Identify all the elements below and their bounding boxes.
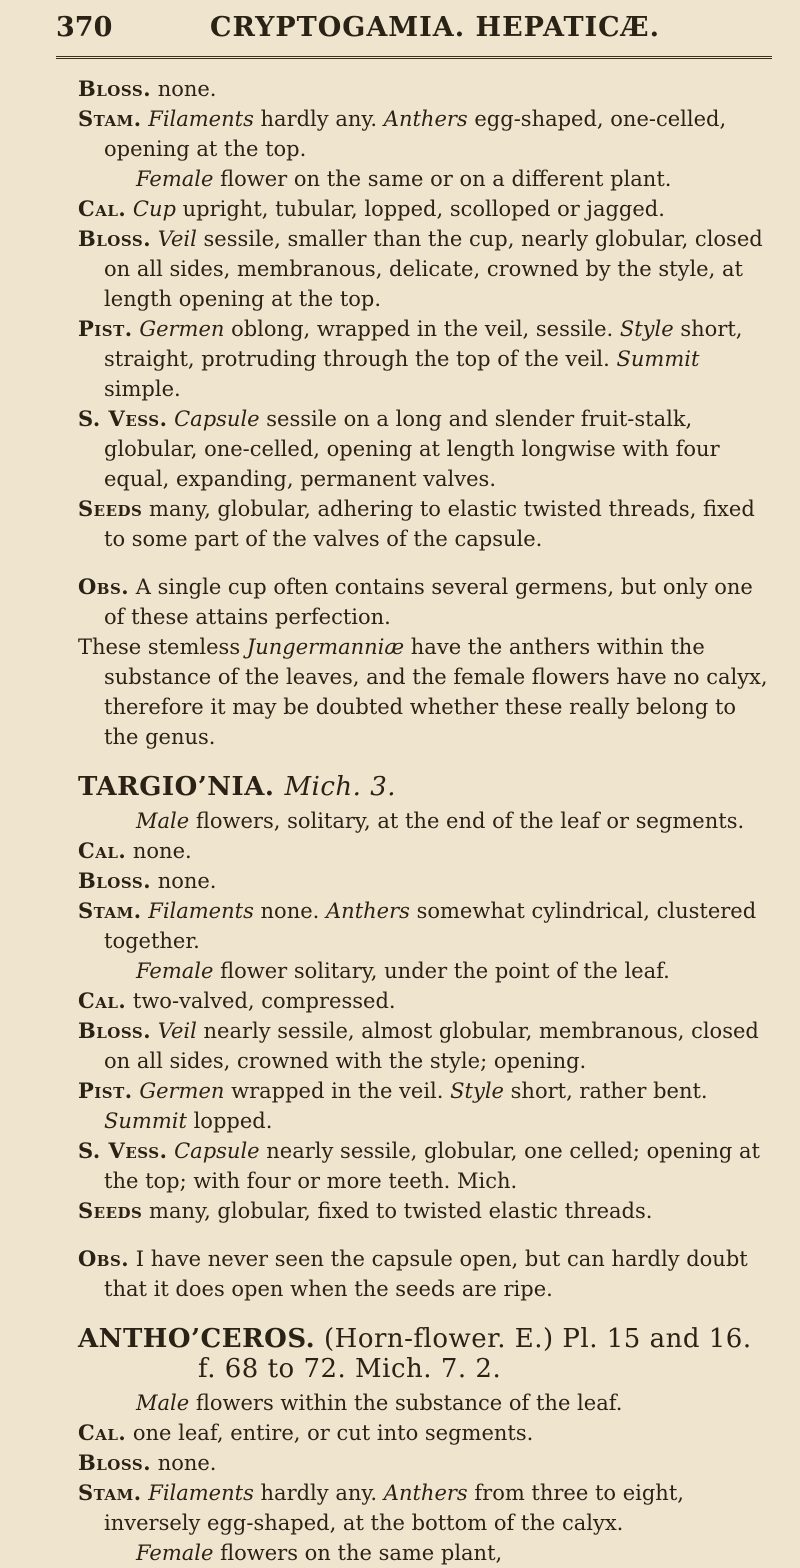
header-rule (56, 56, 772, 59)
cal-entry: Cal. Cup upright, tubular, lopped, scolloped or jagged. (78, 196, 665, 221)
stam-entry: Stam. Filaments hardly any. Anthers egg-shaped, one-celled, opening at the top. (78, 106, 727, 161)
page-header (56, 8, 756, 54)
seeds-entry: Seeds many, globular, adhering to elastic twisted threads, fixed to some part of the valves of the capsule. (78, 496, 755, 551)
bloss-veil-entry: Bloss. Veil sessile, smaller than the cup, nearly globular, closed on all sides, membranous, delicate, crowned by the style, at length opening at the top. (78, 226, 763, 311)
note-entry: These stemless Jungermanniæ have the anthers within the substance of the leaves, and the female flowers have no calyx, therefore it may be doubted whether these really belong to the genus. (78, 635, 768, 749)
targionia-obs: Obs. I have never seen the capsule open, but can hardly doubt that it does open when the seeds are ripe. (78, 1246, 748, 1301)
targionia-svess: S. Vess. Capsule nearly sessile, globular, one celled; opening at the top; with four or more teeth. Mich. (78, 1138, 760, 1193)
targionia-cal: Cal. none. (78, 838, 192, 863)
anthoceros-female: Female flowers on the same plant, (136, 1541, 503, 1565)
targionia-female: Female flower solitary, under the point of the leaf. (136, 959, 670, 983)
targionia-seeds: Seeds many, globular, fixed to twisted elastic threads. (78, 1198, 653, 1223)
targionia-stam: Stam. Filaments none. Anthers somewhat cylindrical, clustered together. (78, 898, 757, 953)
targionia-bloss: Bloss. none. (78, 868, 217, 893)
obs-entry: Obs. A single cup often contains several germens, but only one of these attains perfection. (78, 574, 753, 629)
anthoceros-male: Male flowers within the substance of the leaf. (136, 1391, 623, 1415)
anthoceros-bloss: Bloss. none. (78, 1450, 217, 1475)
bloss-entry: Bloss. none. (78, 76, 217, 101)
genus-heading-anthoceros: ANTHO’CEROS. (Horn-flower. E.) Pl. 15 and 16. f. 68 to 72. Mich. 7. 2. (78, 1324, 752, 1384)
genus-heading-targionia: TARGIO’NIA. Mich. 3. (78, 772, 397, 802)
targionia-bloss2: Bloss. Veil nearly sessile, almost globular, membranous, closed on all sides, crowned with the style; opening. (78, 1018, 759, 1073)
targionia-male: Male flowers, solitary, at the end of the leaf or segments. (136, 809, 745, 833)
pist-entry: Pist. Germen oblong, wrapped in the veil, sessile. Style short, straight, protruding through the top of the veil. Summit simple. (78, 316, 743, 401)
svess-entry: S. Vess. Capsule sessile on a long and slender fruit-stalk, globular, one-celled, opening at length longwise with four equal, expanding, permanent valves. (78, 406, 720, 491)
anthoceros-cal: Cal. one leaf, entire, or cut into segments. (78, 1420, 534, 1445)
running-title: CRYPTOGAMIA. HEPATICÆ. (210, 12, 660, 43)
female-entry: Female flower on the same or on a different plant. (136, 167, 672, 191)
anthoceros-stam: Stam. Filaments hardly any. Anthers from three to eight, inversely egg-shaped, at the bottom of the calyx. (78, 1480, 684, 1535)
targionia-cal2: Cal. two-valved, compressed. (78, 988, 396, 1013)
page-body (78, 74, 770, 1568)
page-number: 370 (56, 12, 113, 43)
targionia-pist: Pist. Germen wrapped in the veil. Style short, rather bent. Summit lopped. (78, 1078, 708, 1133)
